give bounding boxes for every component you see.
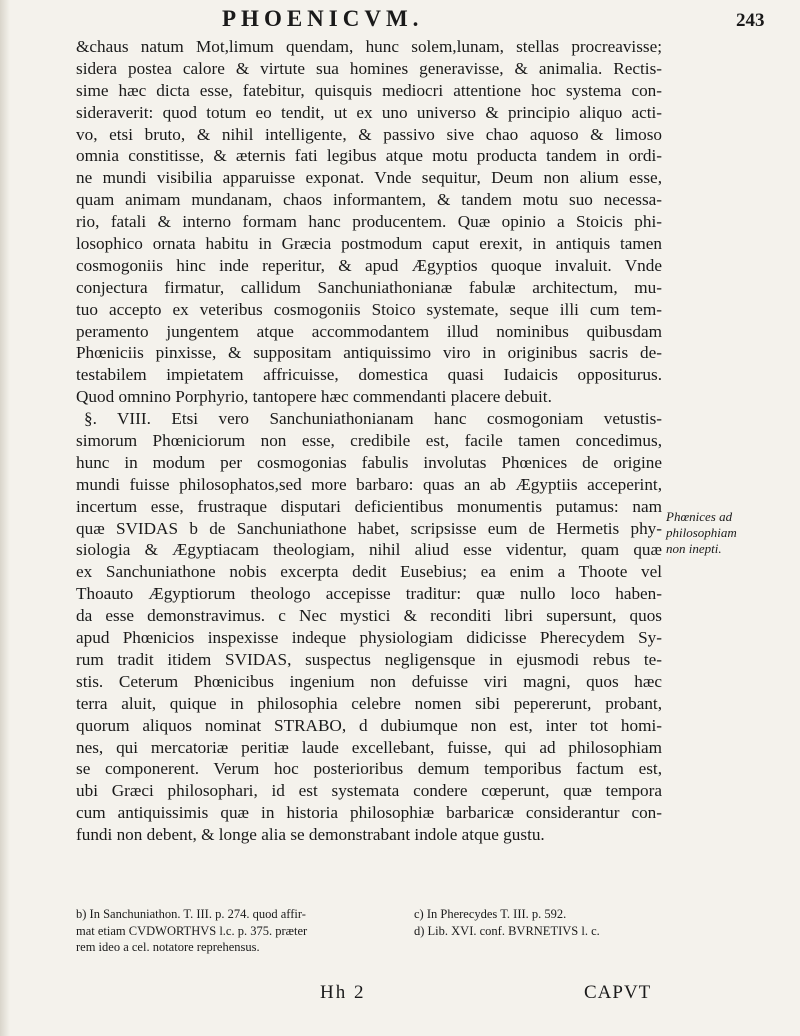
page-number: 243 xyxy=(736,10,765,31)
text-line: sideraverit: quod totum eo tendit, ut ex uno universo & principio aliquo acti- xyxy=(76,102,662,122)
running-head xyxy=(0,6,800,36)
text-line: quorum aliquos nominat STRABO, d dubiumque non est, inter tot homi- xyxy=(76,715,662,735)
text-line: stis. Ceterum Phœnicibus ingenium non defuisse viri magni, quos hæc xyxy=(76,671,662,691)
text-line: Thoauto Ægyptiorum theologo accepisse traditur: quæ nullo loco haben- xyxy=(76,584,662,604)
text-line: §. VIII. Etsi vero Sanchuniathonianam hanc cosmogoniam vetustis- xyxy=(84,409,662,429)
main-text xyxy=(76,36,662,846)
signature-mark: Hh 2 xyxy=(320,982,366,1003)
text-line: Phœniciis pinxisse, & suppositam antiquissimo viro in originibus sacris de- xyxy=(76,343,662,363)
text-line: apud Phœnicios inspexisse indeque physiologiam didicisse Pherecydem Sy- xyxy=(76,628,662,648)
text-line: cosmogoniis hinc inde reperitur, & apud Ægyptios quoque invaluit. Vnde xyxy=(76,255,662,275)
text-line: peramento jungentem atque accommodantem illud nominibus quibusdam xyxy=(76,321,662,341)
running-title: PHOENICVM. xyxy=(222,6,424,31)
text-line: nes, qui mercatoriæ peritiæ laude excellebant, fuisse, qui ad philosophiam xyxy=(76,737,662,757)
text-line: quæ SVIDAS b de Sanchuniathone habet, scripsisse eum de Hermetis phy- xyxy=(76,518,662,538)
footnote-line: b) In Sanchuniathon. T. III. p. 274. quod affir- xyxy=(76,907,306,921)
text-line: conjectura firmatur, callidum Sanchuniathonianæ fabulæ architectum, mu- xyxy=(76,277,662,297)
text-line: fundi non debent, & longe alia se demonstrabant indole atque gustu. xyxy=(76,825,545,845)
text-line: hunc in modum per cosmogonias fabulis involutas Phœnices de origine xyxy=(76,452,662,472)
text-line: quam animam mundanam, chaos informantem, & tandem motu suo necessa- xyxy=(76,190,662,210)
text-line: Quod omnino Porphyrio, tantopere hæc commendanti placere debuit. xyxy=(76,387,552,407)
text-line: &chaus natum Mot,limum quendam, hunc solem,lunam, stellas procreavisse; xyxy=(76,37,662,56)
text-line: omnia constitisse, & æternis fati legibus atque motu producta tandem in ordi- xyxy=(76,146,662,166)
footnote-line: d) Lib. XVI. conf. BVRNETIVS l. c. xyxy=(414,923,600,938)
text-line: tuo accepto ex veteribus cosmogoniis Stoico systemate, seque illi cum tem- xyxy=(76,299,662,319)
text-line: losophico ornata habitu in Græcia postmodum caput erexit, in antiquis tamen xyxy=(76,234,662,254)
text-line: da esse demonstravimus. c Nec mystici & reconditi libri supersunt, quos xyxy=(76,606,662,626)
text-line: siologia & Ægyptiacam theologiam, nihil aliud esse videntur, quam quæ xyxy=(76,540,662,560)
text-line: vo, etsi bruto, & nihil intelligente, & passivo sive chao aquoso & limoso xyxy=(76,124,662,144)
text-line: mundi fuisse philosophatos,sed more barbaro: quas an ab Ægyptiis acceperint, xyxy=(76,474,662,494)
text-line: cum antiquissimis quæ in historia philosophiæ barbaricæ considerantur con- xyxy=(76,803,662,823)
text-line: ne mundi visibilia apparuisse exponat. Vnde sequitur, Deum non alium esse, xyxy=(76,168,662,188)
text-line: ubi Græci philosophari, id est systemata condere cœperunt, quæ tempora xyxy=(76,781,662,801)
footnotes-left-column xyxy=(76,906,398,956)
footnotes-right-column xyxy=(414,906,674,939)
footnote-line: c) In Pherecydes T. III. p. 592. xyxy=(414,907,567,921)
binding-edge xyxy=(0,0,10,1036)
text-line: testabilem impietatem affricuisse, domestica quasi Iudaicis oppositurus. xyxy=(76,365,662,385)
catchword: CAPVT xyxy=(584,982,652,1003)
text-line: rum tradit itidem SVIDAS, suspectus negligensque in ejusmodi rebus te- xyxy=(76,649,662,669)
footnote-line: mat etiam CVDWORTHVS l.c. p. 375. præter xyxy=(76,923,308,938)
marginal-note xyxy=(666,509,792,557)
marginal-note-line: non inepti. xyxy=(666,541,722,556)
text-line: ex Sanchuniathone nobis excerpta dedit Eusebius; ea enim a Thoote vel xyxy=(76,562,662,582)
text-line: sidera postea calore & virtute sua homines generavisse, & animalia. Rectis- xyxy=(76,58,662,78)
text-line: terra aluit, quique in philosophia celebre nomen sibi pepererunt, probant, xyxy=(76,693,662,713)
footnote-line: rem ideo a cel. notatore reprehensus. xyxy=(76,940,260,954)
text-line: incertum esse, frustraque disputari deficientibus monumentis putamus: nam xyxy=(76,496,662,516)
text-line: sime hæc dicta esse, fatebitur, quisquis mediocri attentione hoc systema con- xyxy=(76,80,662,100)
marginal-note-line: Phœnices ad xyxy=(666,509,733,524)
text-line: rio, fatali & interno formam hanc producentem. Quæ opinio a Stoicis phi- xyxy=(76,212,662,232)
text-line: se componerent. Verum hoc posterioribus demum temporibus factum est, xyxy=(76,759,662,779)
text-line: simorum Phœniciorum non esse, credibile est, facile tamen concedimus, xyxy=(76,431,662,451)
marginal-note-line: philosophiam xyxy=(666,525,737,540)
